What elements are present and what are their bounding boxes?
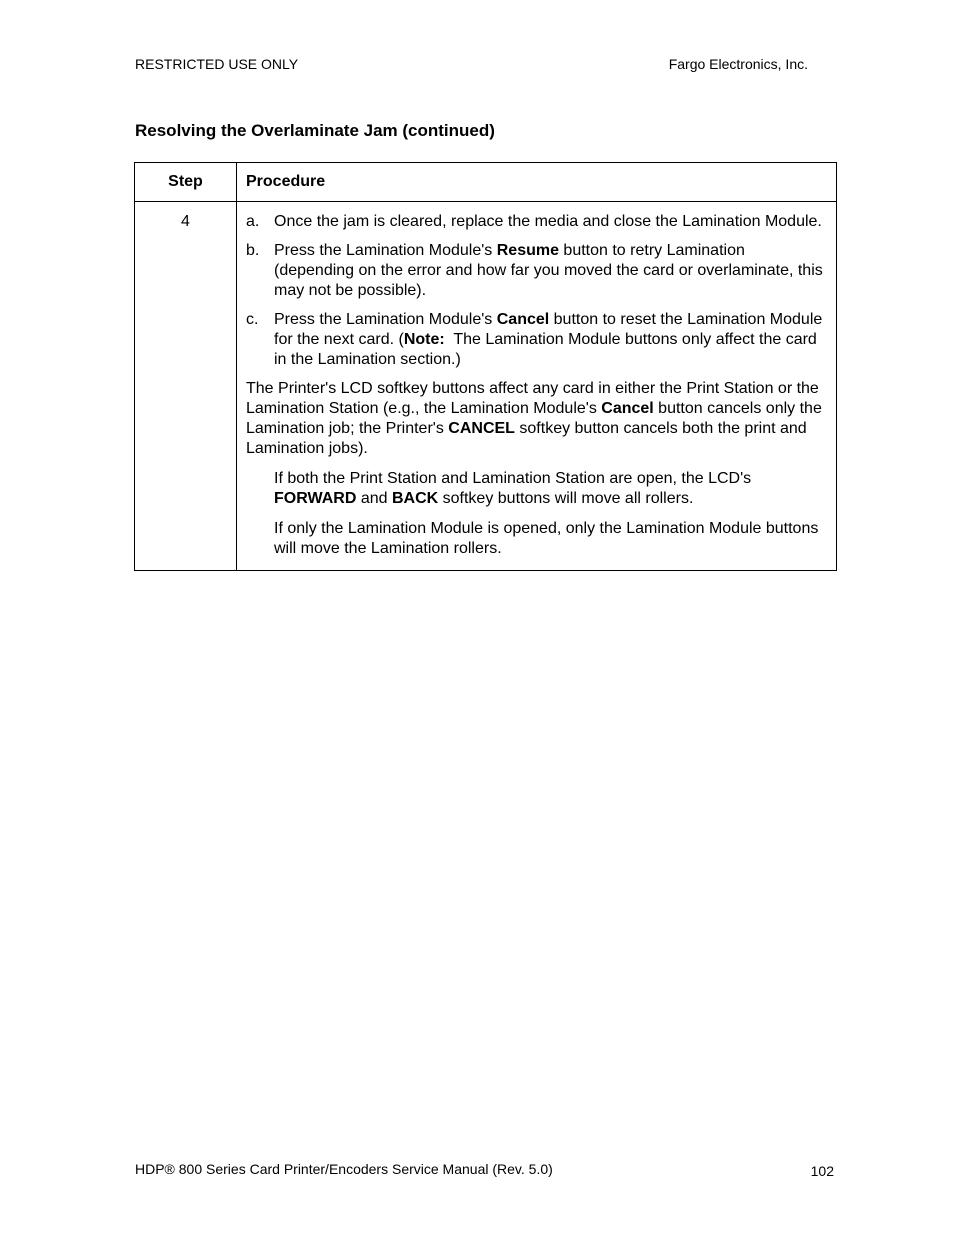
- table-row: [135, 202, 837, 571]
- text-run: If both the Print Station and Lamination Station are open, the LCD's: [274, 470, 752, 487]
- step-number: 4: [135, 202, 237, 571]
- item-text: [274, 310, 826, 370]
- bold-term: Resume: [496, 242, 559, 259]
- text-run: Press the Lamination Module's: [274, 311, 497, 328]
- footer-manual-title: HDP® 800 Series Card Printer/Encoders Service Manual (Rev. 5.0): [135, 1161, 553, 1177]
- bold-term: CANCEL: [448, 420, 515, 437]
- text-run: button to reset the Lamination Module for the next card. (: [274, 311, 823, 348]
- item-label: b.: [246, 242, 260, 259]
- header-right: Fargo Electronics, Inc.: [668, 56, 808, 72]
- text-run: softkey buttons will move all rollers.: [438, 490, 694, 507]
- note-label: Note:: [403, 331, 445, 348]
- procedure-table: [134, 162, 837, 571]
- header-left: RESTRICTED USE ONLY: [135, 56, 299, 72]
- bold-term: Cancel: [601, 400, 654, 417]
- text-run: button cancels only the Lamination job; the Printer's: [246, 400, 822, 437]
- item-text: Once the jam is cleared, replace the media and close the Lamination Module.: [274, 213, 822, 230]
- step-header: Step: [135, 163, 237, 202]
- text-run: Press the Lamination Module's: [274, 242, 497, 259]
- table-header-row: [135, 163, 837, 202]
- text-run: The Printer's LCD softkey buttons affect any card in either the Print Station or the Lamination Station (e.g., the Lamination Module's: [246, 380, 819, 417]
- list-item: [246, 212, 826, 232]
- section-title: Resolving the Overlaminate Jam (continued): [135, 121, 495, 140]
- item-text: [274, 241, 826, 301]
- bold-term: BACK: [391, 490, 439, 507]
- text-run: button to retry Lamination (depending on the error and how far you moved the card or overlaminate, this may not be possible).: [274, 242, 823, 299]
- list-item: [246, 310, 826, 370]
- text-run: softkey button cancels both the print and Lamination jobs).: [246, 420, 807, 457]
- item-label: c.: [246, 311, 259, 328]
- list-item: [246, 241, 826, 301]
- text-run: The Lamination Module buttons only affect the card in the Lamination section.): [274, 331, 822, 368]
- bold-term: Cancel: [496, 311, 550, 328]
- softkey-paragraph: [246, 379, 826, 459]
- procedure-cell: [237, 202, 837, 571]
- lamination-rollers-note: [274, 519, 826, 559]
- text-run: and: [356, 490, 392, 507]
- procedure-header: Procedure: [237, 163, 837, 202]
- text-run: If only the Lamination Module is opened, only the Lamination Module buttons will move the Lamination rollers.: [274, 520, 819, 557]
- item-label: a.: [246, 213, 260, 230]
- page-number: 102: [810, 1163, 834, 1179]
- rollers-note: [274, 469, 826, 509]
- bold-term: FORWARD: [274, 490, 357, 507]
